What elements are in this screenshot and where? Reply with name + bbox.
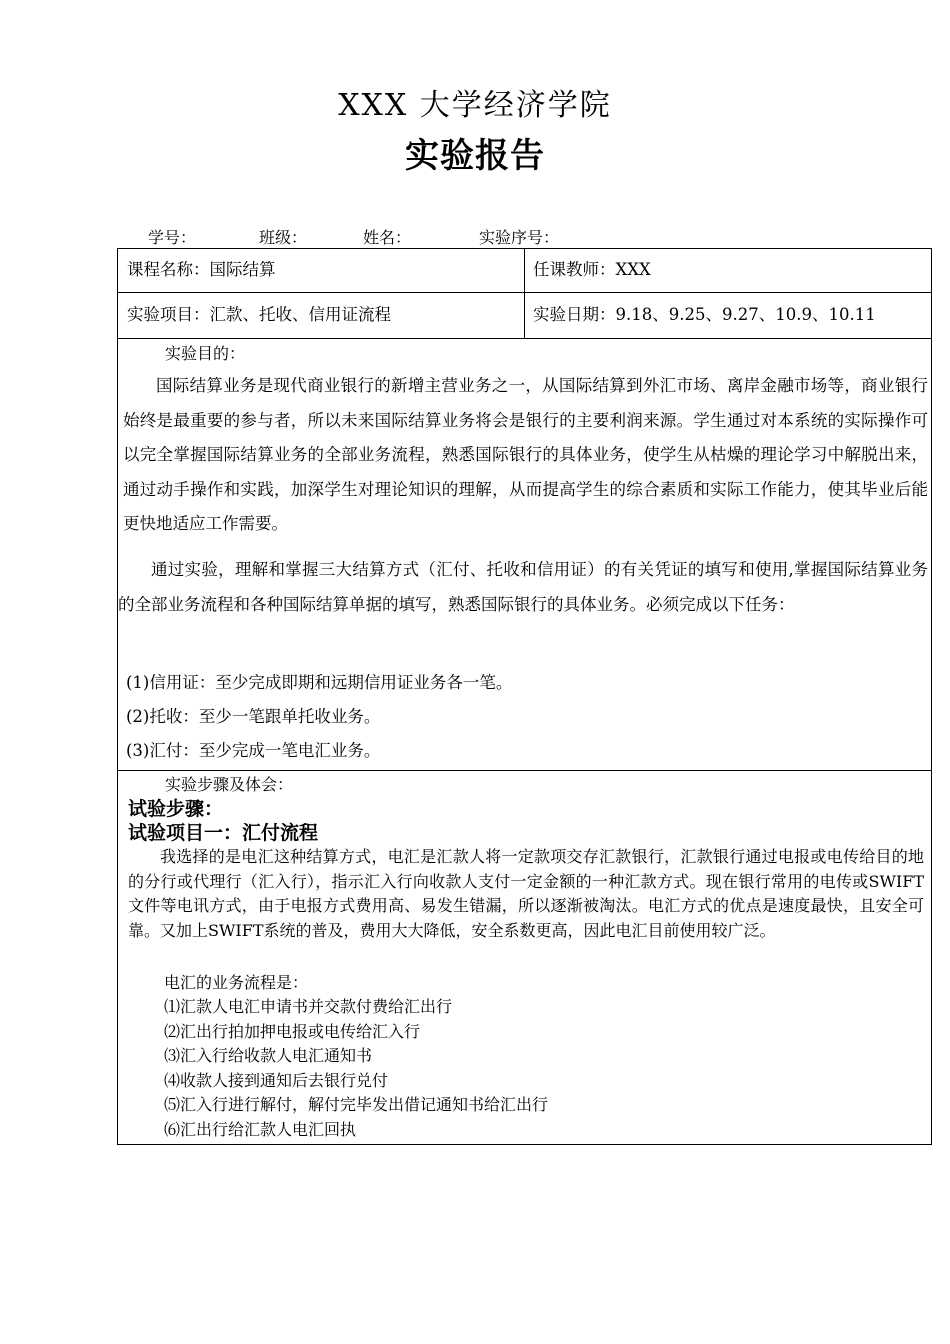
experiment-seq-label: 实验序号： (479, 228, 560, 247)
steps-paragraph: 我选择的是电汇这种结算方式，电汇是汇款人将一定款项交存汇款银行，汇款银行通过电报或电传给目的地的分行或代理行（汇入行），指示汇入行向收款人支付一定金额的一种汇款方式。现在银行常用的电传或SWIFT文件等电讯方式，由于电报方式费用高、易发生错漏，所以逐渐被淘汰。电汇方式的优点是速度最快，且安全可靠。又加上SWIFT系统的普及，费用大大降低，安全系数更高，因此电汇目前使用较广泛。 (128, 847, 924, 940)
report-form-table (117, 248, 932, 1145)
steps-heading: 实验步骤及体会： (165, 775, 294, 794)
purpose-paragraph-2: 通过实验，理解和掌握三大结算方式（汇付、托收和信用证）的有关凭证的填写和使用,掌握国际结算业务的全部业务流程和各种国际结算单据的填写，熟悉国际银行的具体业务。必须完成以下任务： (118, 560, 928, 614)
university-title: XXX 大学经济学院 (338, 88, 612, 123)
course-name-cell: 课程名称：国际结算 (118, 249, 525, 292)
flow-heading: 电汇的业务流程是： (164, 973, 309, 992)
flow-step: ⑵汇出行拍加押电报或电传给汇入行 (164, 1022, 421, 1041)
project-cell: 实验项目：汇款、托收、信用证流程 (118, 293, 525, 338)
flow-step: ⑸汇入行进行解付，解付完毕发出借记通知书给汇出行 (164, 1095, 549, 1114)
task-item: (3)汇付：至少完成一笔电汇业务。 (126, 741, 381, 760)
purpose-heading: 实验目的： (165, 344, 246, 363)
flow-step: ⑹汇出行给汇款人电汇回执 (164, 1120, 357, 1139)
class-label: 班级： (259, 228, 308, 247)
task-item: (1)信用证：至少完成即期和远期信用证业务各一笔。 (126, 673, 513, 692)
flow-step: ⑷收款人接到通知后去银行兑付 (164, 1071, 389, 1090)
name-label: 姓名： (363, 228, 412, 247)
project-row (118, 293, 931, 339)
project-one-title: 试验项目一：汇付流程 (128, 822, 319, 844)
purpose-paragraph-1: 国际结算业务是现代商业银行的新增主营业务之一，从国际结算到外汇市场、离岸金融市场等，商业银行始终是最重要的参与者，所以未来国际结算业务将会是银行的主要利润来源。学生通过对本系统的实际操作可以完全掌握国际结算业务的全部业务流程，熟悉国际银行的具体业务，使学生从枯燥的理论学习中解脱出来，通过动手操作和实践，加深学生对理论知识的理解，从而提高学生的综合素质和实际工作能力，使其毕业后能更快地适应工作需要。 (123, 376, 928, 533)
teacher-cell: 任课教师：XXX (533, 260, 651, 279)
student-info-line (148, 225, 559, 248)
steps-section (118, 771, 931, 1144)
task-item: (2)托收：至少一笔跟单托收业务。 (126, 707, 381, 726)
steps-subheading: 试验步骤： (128, 798, 224, 820)
student-id-label: 学号： (148, 228, 197, 247)
course-row (118, 249, 931, 293)
report-title: 实验报告 (405, 136, 545, 176)
flow-step: ⑴汇款人电汇申请书并交款付费给汇出行 (164, 997, 453, 1016)
purpose-section (118, 339, 931, 771)
flow-step: ⑶汇入行给收款人电汇通知书 (164, 1046, 373, 1065)
date-cell: 实验日期：9.18、9.25、9.27、10.9、10.11 (533, 305, 876, 324)
